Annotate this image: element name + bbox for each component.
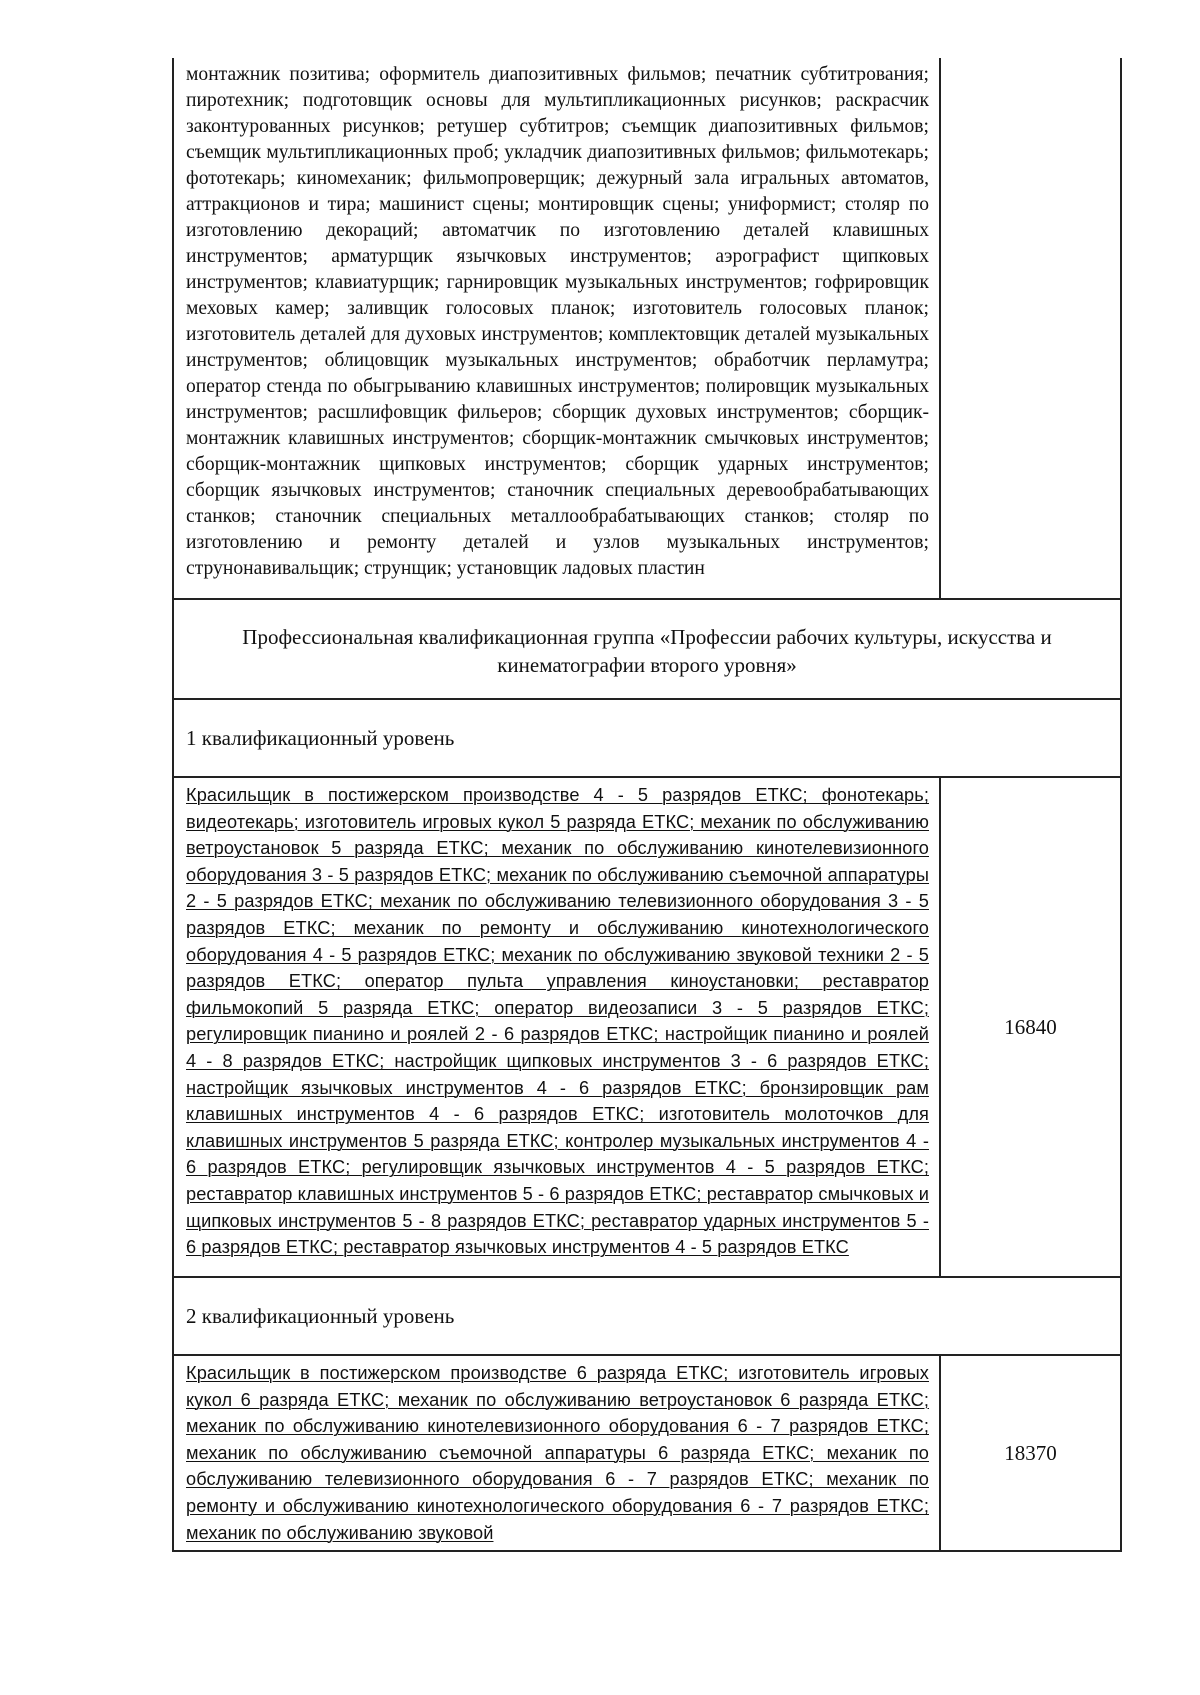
level-1-label: 1 квалификационный уровень: [173, 699, 1121, 777]
level-2-salary: 18370: [940, 1355, 1121, 1551]
table-row: [173, 599, 1121, 699]
level-2-label: 2 квалификационный уровень: [173, 1277, 1121, 1355]
group-title: Профессиональная квалификационная группа «Профессии рабочих культуры, искусства и кинематографии второго уровня»: [173, 599, 1121, 699]
table-row: [173, 58, 1121, 599]
qualification-table: [172, 58, 1122, 1552]
table-row: [173, 699, 1121, 777]
table-row: [173, 1355, 1121, 1551]
salary-cell-empty: [940, 58, 1121, 599]
professions-list-continued: монтажник позитива; оформитель диапозитивных фильмов; печатник субтитрования; пиротехник; подготовщик основы для мультипликационных рисунков; раскрасчик законтурованных рисунков; ретушер субтитров; съемщик диапозитивных фильмов; съемщик мультипликационных проб; укладчик диапозитивных фильмов; фильмотекарь; фототекарь; киномеханик; фильмопроверщик; дежурный зала игральных автоматов, аттракционов и тира; машинист сцены; монтировщик сцены; униформист; столяр по изготовлению декораций; автоматчик по изготовлению деталей клавишных инструментов; арматурщик язычковых инструментов; аэрографист щипковых инструментов; клавиатурщик; гарнировщик музыкальных инструментов; гофрировщик меховых камер; заливщик голосовых планок; изготовитель голосовых планок; изготовитель деталей для духовых инструментов; комплектовщик деталей музыкальных инструментов; облицовщик музыкальных инструментов; обработчик перламутра; оператор стенда по обыгрыванию клавишных инструментов; полировщик музыкальных инструментов; расшлифовщик фильеров; сборщик духовых инструментов; сборщик-монтажник клавишных инструментов; сборщик-монтажник смычковых инструментов; сборщик-монтажник щипковых инструментов; сборщик ударных инструментов; сборщик язычковых инструментов; станочник специальных деревообрабатывающих станков; станочник специальных металлообрабатывающих станков; столяр по изготовлению и ремонту деталей и узлов музыкальных инструментов; струнонавивальщик; струнщик; установщик ладовых пластин: [173, 58, 940, 599]
level-2-professions: Красильщик в постижерском производстве 6 разряда ЕТКС; изготовитель игровых кукол 6 разряда ЕТКС; механик по обслуживанию ветроустановок 6 разряда ЕТКС; механик по обслуживанию кинотелевизионного оборудования 6 - 7 разрядов ЕТКС; механик по обслуживанию съемочной аппаратуры 6 разряда ЕТКС; механик по обслуживанию телевизионного оборудования 6 - 7 разрядов ЕТКС; механик по ремонту и обслуживанию кинотехнологического оборудования 6 - 7 разрядов ЕТКС; механик по обслуживанию звуковой: [173, 1355, 940, 1551]
level-1-professions: Красильщик в постижерском производстве 4 - 5 разрядов ЕТКС; фонотекарь; видеотекарь; изготовитель игровых кукол 5 разряда ЕТКС; механик по обслуживанию ветроустановок 5 разряда ЕТКС; механик по обслуживанию кинотелевизионного оборудования 3 - 5 разрядов ЕТКС; механик по обслуживанию съемочной аппаратуры 2 - 5 разрядов ЕТКС; механик по обслуживанию телевизионного оборудования 3 - 5 разрядов ЕТКС; механик по ремонту и обслуживанию кинотехнологического оборудования 4 - 5 разрядов ЕТКС; механик по обслуживанию звуковой техники 2 - 5 разрядов ЕТКС; оператор пульта управления киноустановки; реставратор фильмокопий 5 разряда ЕТКС; оператор видеозаписи 3 - 5 разрядов ЕТКС; регулировщик пианино и роялей 2 - 6 разрядов ЕТКС; настройщик пианино и роялей 4 - 8 разрядов ЕТКС; настройщик щипковых инструментов 3 - 6 разрядов ЕТКС; настройщик язычковых инструментов 4 - 6 разрядов ЕТКС; бронзировщик рам клавишных инструментов 4 - 6 разрядов ЕТКС; изготовитель молоточков для клавишных инструментов 5 разряда ЕТКС; контролер музыкальных инструментов 4 - 6 разрядов ЕТКС; регулировщик язычковых инструментов 4 - 5 разрядов ЕТКС; реставратор клавишных инструментов 5 - 6 разрядов ЕТКС; реставратор смычковых и щипковых инструментов 5 - 8 разрядов ЕТКС; реставратор ударных инструментов 5 - 6 разрядов ЕТКС; реставратор язычковых инструментов 4 - 5 разрядов ЕТКС: [173, 777, 940, 1277]
level-1-salary: 16840: [940, 777, 1121, 1277]
table-row: [173, 1277, 1121, 1355]
table-row: [173, 777, 1121, 1277]
